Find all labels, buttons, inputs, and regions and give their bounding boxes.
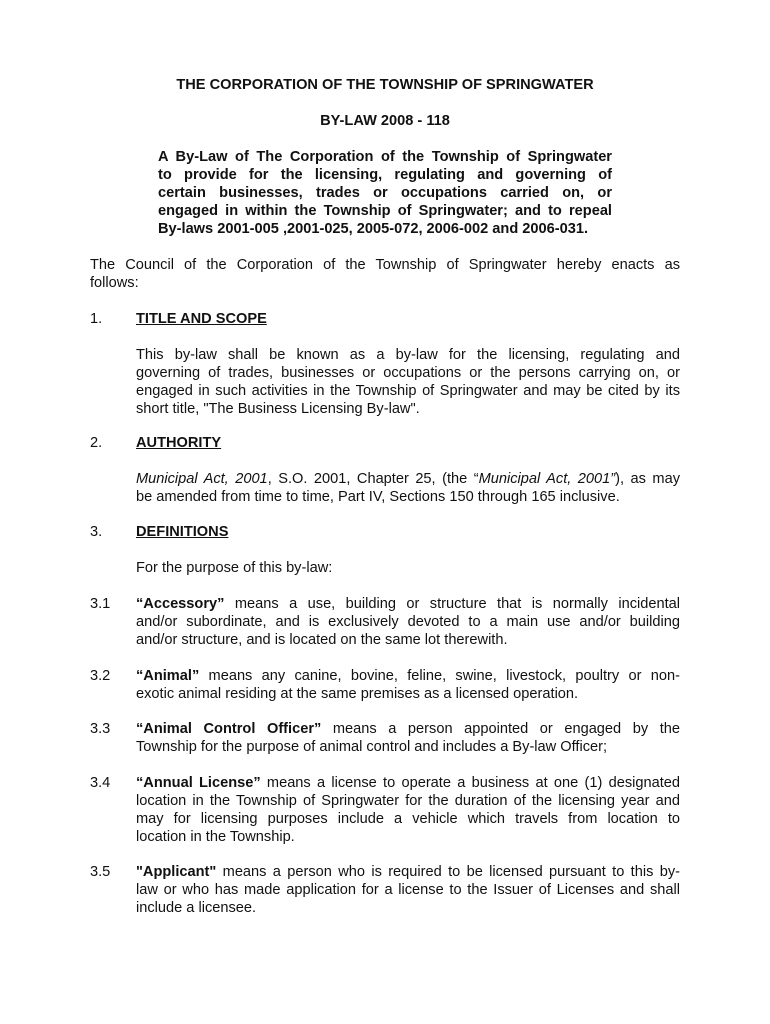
definition-term: “Animal” xyxy=(136,668,200,684)
definition-line xyxy=(136,667,680,685)
bylaw-title xyxy=(158,148,612,238)
definition-line: may for licensing purposes include a vehicle which travels from location to xyxy=(136,811,680,827)
definition-line: and/or subordinate, and is exclusively devoted to a main use and/or building xyxy=(136,614,680,630)
definition-term: “Accessory” xyxy=(136,596,225,612)
bylaw-number: BY-LAW 2008 - 118 xyxy=(320,113,450,129)
enactment-clause xyxy=(90,256,680,292)
definition-line: Township for the purpose of animal control and includes a By-law Officer; xyxy=(136,739,608,755)
definition-text: means a use, building or structure that is normally incidental xyxy=(224,596,680,612)
definition-term: “Annual License” xyxy=(136,775,261,791)
section-heading-title-and-scope: TITLE AND SCOPE xyxy=(136,311,267,327)
statute-short-name: Municipal Act, 2001” xyxy=(478,471,616,487)
definition-text: means a person appointed or engaged by the xyxy=(321,721,680,737)
document-heading: THE CORPORATION OF THE TOWNSHIP OF SPRINGWATER xyxy=(176,77,594,93)
definition-term: "Applicant" xyxy=(136,864,217,880)
definition-number: 3.3 xyxy=(90,721,111,737)
definition-line xyxy=(136,720,680,738)
definition-number: 3.2 xyxy=(90,668,111,684)
definition-text: means a license to operate a business at one (1) designated xyxy=(260,775,680,791)
section-1-line: short title, "The Business Licensing By-law". xyxy=(136,401,420,417)
section-1-line: engaged in such activities in the Township of Springwater and may be cited by its xyxy=(136,383,680,399)
enactment-line: follows: xyxy=(90,275,139,291)
definition-line xyxy=(136,774,680,792)
section-2-line xyxy=(136,470,680,488)
definition-line: location in the Township. xyxy=(136,829,295,845)
definition-term: “Animal Control Officer” xyxy=(136,721,322,737)
definition-text: means any canine, bovine, feline, swine, livestock, poultry or non- xyxy=(199,668,680,684)
bylaw-title-line: to provide for the licensing, regulating and governing of xyxy=(158,167,612,183)
section-heading-authority: AUTHORITY xyxy=(136,435,222,451)
definition-line xyxy=(136,863,680,881)
section-heading-definitions: DEFINITIONS xyxy=(136,524,229,540)
definitions-intro: For the purpose of this by-law: xyxy=(136,560,333,576)
definition-line xyxy=(136,595,680,613)
bylaw-title-line: engaged in within the Township of Springwater; and to repeal xyxy=(158,203,612,219)
statute-name: Municipal Act, 2001 xyxy=(136,471,268,487)
statute-citation-end: ), as may xyxy=(615,471,680,487)
section-2-line: be amended from time to time, Part IV, Sections 150 through 165 inclusive. xyxy=(136,489,620,505)
definition-line: exotic animal residing at the same premises as a licensed operation. xyxy=(136,686,579,702)
bylaw-title-line: certain businesses, trades or occupations carried on, or xyxy=(158,185,612,201)
definition-animal-control-officer xyxy=(136,720,680,756)
definition-number: 3.1 xyxy=(90,596,111,612)
enactment-line: The Council of the Corporation of the Township of Springwater hereby enacts as xyxy=(90,257,680,273)
section-2-body xyxy=(136,470,680,506)
definition-line: and/or structure, and is located on the same lot therewith. xyxy=(136,632,508,648)
definition-line: law or who has made application for a license to the Issuer of Licenses and shall xyxy=(136,882,680,898)
section-1-line: governing of trades, businesses or occupations or the persons carrying on, or xyxy=(136,365,680,381)
section-number: 1. xyxy=(90,311,103,327)
definition-number: 3.4 xyxy=(90,775,111,791)
definition-number: 3.5 xyxy=(90,864,111,880)
bylaw-title-line: A By-Law of The Corporation of the Township of Springwater xyxy=(158,149,612,165)
bylaw-title-line: By-laws 2001-005 ,2001-025, 2005-072, 2006-002 and 2006-031. xyxy=(158,221,589,237)
statute-citation: , S.O. 2001, Chapter 25, (the “ xyxy=(267,471,479,487)
section-1-line: This by-law shall be known as a by-law for the licensing, regulating and xyxy=(136,347,680,363)
definition-text: means a person who is required to be licensed pursuant to this by- xyxy=(216,864,680,880)
section-number: 2. xyxy=(90,435,103,451)
definition-line: include a licensee. xyxy=(136,900,257,916)
definition-applicant xyxy=(136,863,680,917)
section-1-body xyxy=(136,346,680,418)
definition-annual-license xyxy=(136,774,680,846)
definition-line: location in the Township of Springwater for the duration of the licensing year and xyxy=(136,793,680,809)
definition-animal xyxy=(136,667,680,703)
section-number: 3. xyxy=(90,524,103,540)
definition-accessory xyxy=(136,595,680,649)
